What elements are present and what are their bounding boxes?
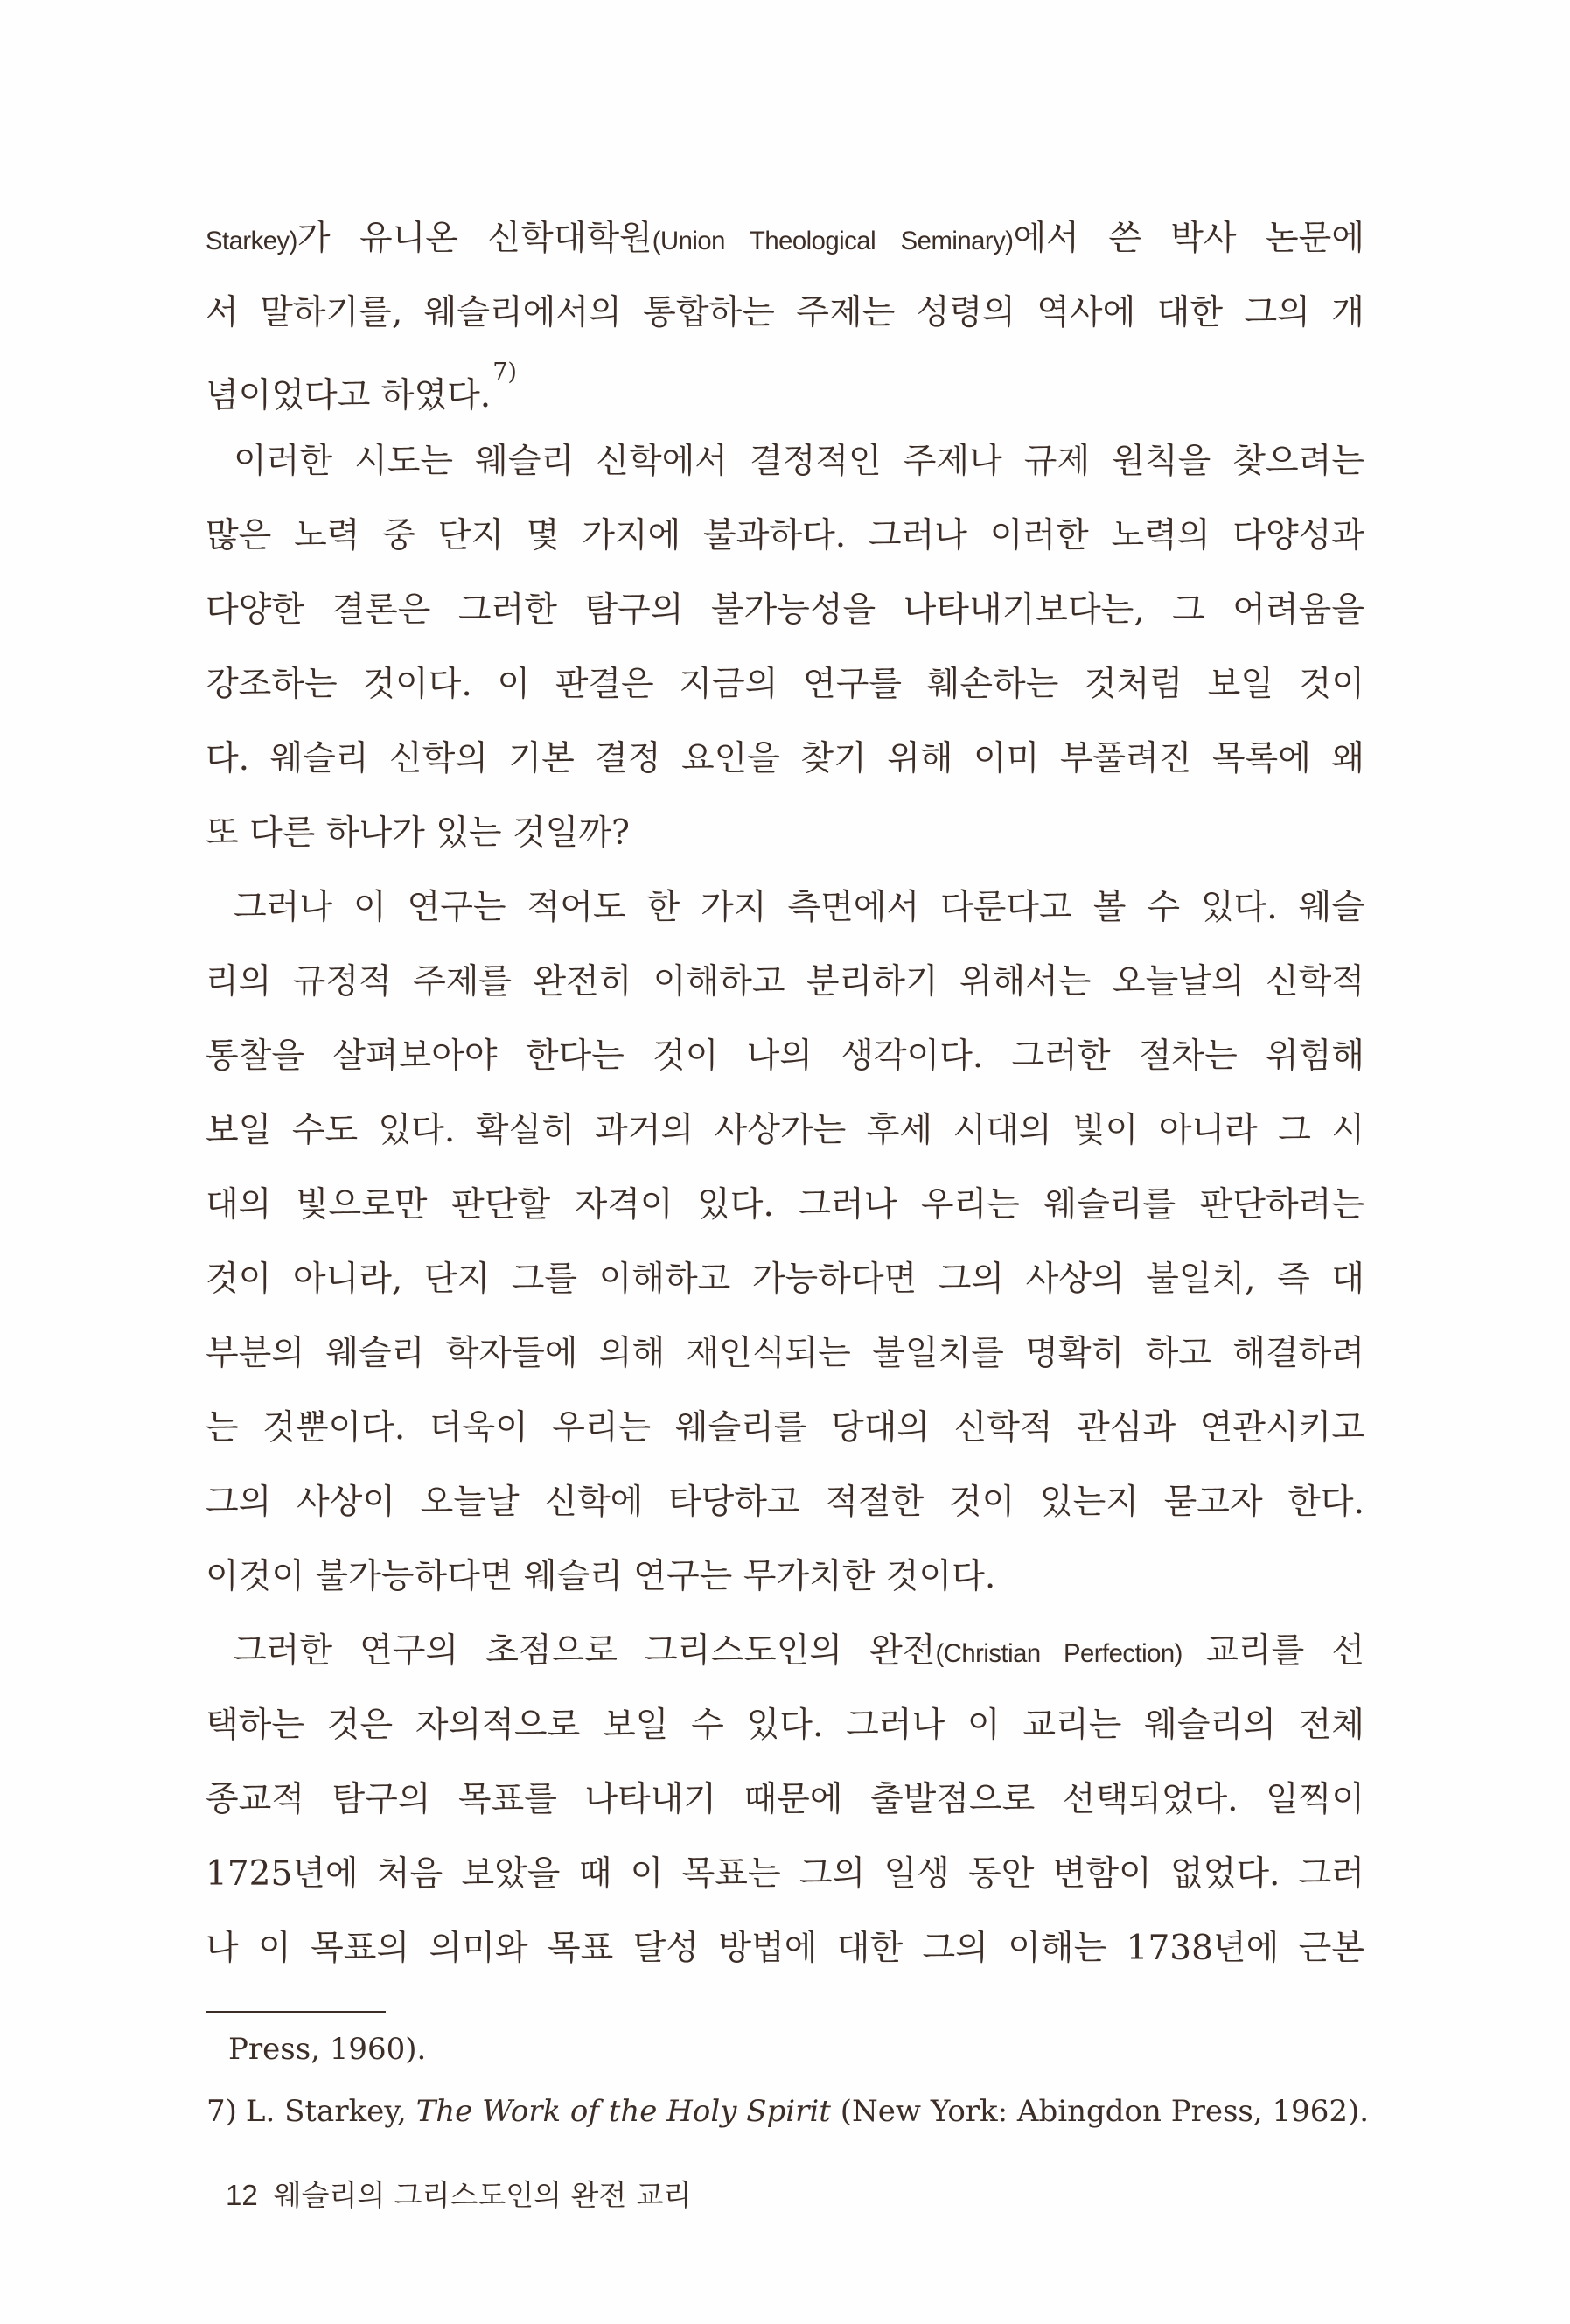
footnote-line-7 bbox=[206, 2081, 1396, 2143]
body-line: 것이 아니라, 단지 그를 이해하고 가능하다면 그의 사상의 불일치, 즉 대 bbox=[206, 1260, 1364, 1299]
body-line: 리의 규정적 주제를 완전히 이해하고 분리하기 위해서는 오늘날의 신학적 bbox=[206, 962, 1364, 1001]
body-text bbox=[206, 201, 1364, 1986]
body-line: 그러한 연구의 초점으로 그리스도인의 완전(Christian Perfection) 교리를 선 bbox=[234, 1631, 1364, 1671]
body-line: 이것이 불가능하다면 웨슬리 연구는 무가치한 것이다. bbox=[206, 1557, 996, 1596]
body-line: 는 것뿐이다. 더욱이 우리는 웨슬리를 당대의 신학적 관심과 연관시키고 bbox=[206, 1408, 1364, 1448]
inline-latin-text: (Christian Perfection) bbox=[935, 1640, 1206, 1668]
inline-latin-text: Starkey) bbox=[206, 227, 297, 255]
body-line: 강조하는 것이다. 이 판결은 지금의 연구를 훼손하는 것처럼 보일 것이 bbox=[206, 665, 1364, 704]
running-title: 웨슬리의 그리스도인의 완전 교리 bbox=[273, 2178, 692, 2212]
footnote-text: Press, 1960). bbox=[228, 2032, 427, 2067]
footnote-text-suffix: (New York: Abingdon Press, 1962). bbox=[830, 2094, 1370, 2129]
body-line: 그러나 이 연구는 적어도 한 가지 측면에서 다룬다고 볼 수 있다. 웨슬 bbox=[234, 888, 1364, 927]
body-line: 종교적 탐구의 목표를 나타내기 때문에 출발점으로 선택되었다. 일찍이 bbox=[206, 1780, 1364, 1819]
footnote-ref: 7) bbox=[492, 359, 517, 386]
page-footer bbox=[226, 2175, 691, 2216]
body-line: 통찰을 살펴보아야 한다는 것이 나의 생각이다. 그러한 절차는 위험해 bbox=[206, 1036, 1364, 1076]
footnote-block bbox=[206, 2019, 1396, 2143]
body-line: 택하는 것은 자의적으로 보일 수 있다. 그러나 이 교리는 웨슬리의 전체 bbox=[206, 1706, 1364, 1745]
body-line: 대의 빛으로만 판단할 자격이 있다. 그러나 우리는 웨슬리를 판단하려는 bbox=[206, 1185, 1364, 1225]
body-line: 그의 사상이 오늘날 신학에 타당하고 적절한 것이 있는지 묻고자 한다. bbox=[206, 1483, 1364, 1522]
body-line: 다양한 결론은 그러한 탐구의 불가능성을 나타내기보다는, 그 어려움을 bbox=[206, 590, 1364, 630]
body-line: 념이었다고 하였다.$^{7)}$ bbox=[206, 359, 517, 415]
body-line: Starkey)가 유니온 신학대학원(Union Theological Seminary)에서 쓴 박사 논문에 bbox=[206, 219, 1364, 258]
footnote-separator bbox=[206, 2011, 386, 2013]
body-line: 또 다른 하나가 있는 것일까? bbox=[206, 813, 630, 853]
body-line: 이러한 시도는 웨슬리 신학에서 결정적인 주제나 규제 원칙을 찾으려는 bbox=[234, 442, 1364, 481]
footnote-text: L. Starkey, bbox=[245, 2094, 416, 2129]
body-line: 서 말하기를, 웨슬리에서의 통합하는 주제는 성령의 역사에 대한 그의 개 bbox=[206, 293, 1364, 332]
body-line: 다. 웨슬리 신학의 기본 결정 요인을 찾기 위해 이미 부풀려진 목록에 왜 bbox=[206, 739, 1364, 778]
body-line: 보일 수도 있다. 확실히 과거의 사상가는 후세 시대의 빛이 아니라 그 시 bbox=[206, 1111, 1364, 1150]
body-line: 부분의 웨슬리 학자들에 의해 재인식되는 불일치를 명확히 하고 해결하려 bbox=[206, 1334, 1364, 1373]
footnote-title-italic: The Work of the Holy Spirit bbox=[415, 2094, 831, 2129]
body-line: 나 이 목표의 의미와 목표 달성 방법에 대한 그의 이해는 1738년에 근본 bbox=[206, 1929, 1364, 1968]
body-line: 많은 노력 중 단지 몇 가지에 불과하다. 그러나 이러한 노력의 다양성과 bbox=[206, 516, 1364, 555]
body-line: 1725년에 처음 보았을 때 이 목표는 그의 일생 동안 변함이 없었다. 그러 bbox=[206, 1854, 1364, 1894]
inline-latin-text: (Union Theological Seminary) bbox=[652, 227, 1014, 255]
footnote-line-continuation bbox=[206, 2019, 1396, 2081]
footnote-marker: 7) bbox=[206, 2094, 237, 2129]
page-number: 12 bbox=[226, 2179, 258, 2211]
